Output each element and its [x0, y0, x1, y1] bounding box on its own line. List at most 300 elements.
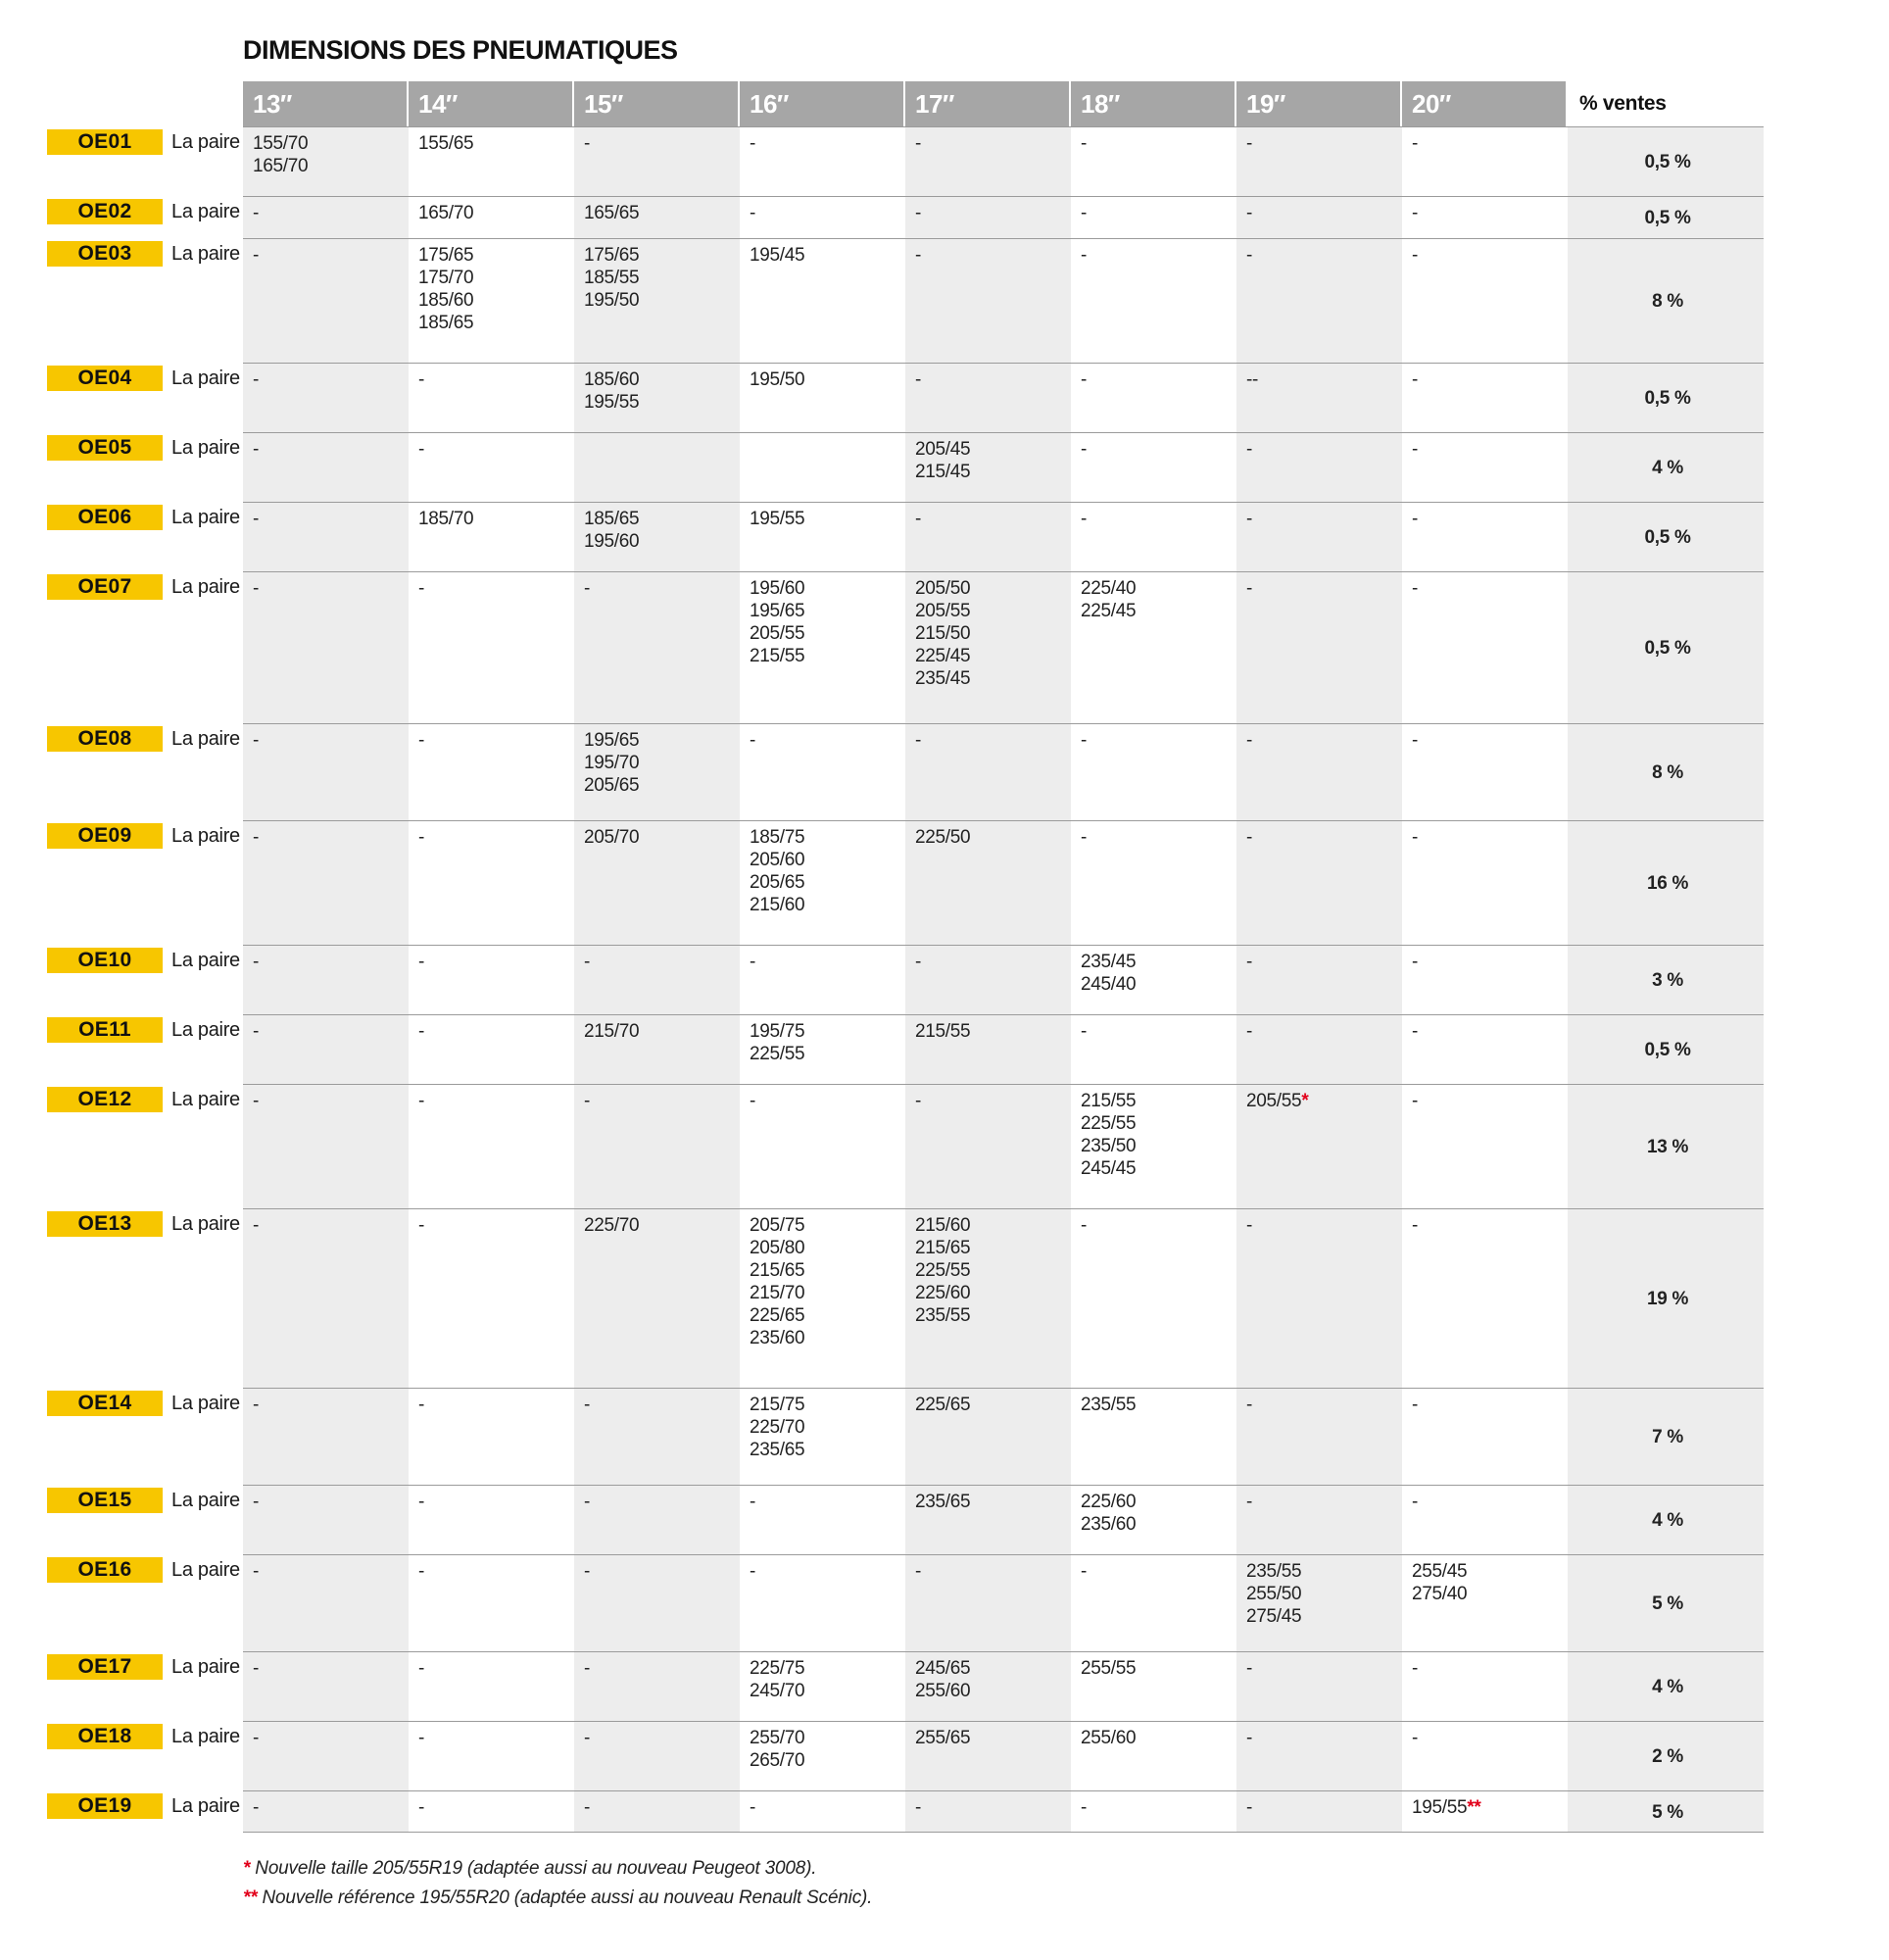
size-value: -	[1081, 827, 1088, 848]
size-value: 185/70	[418, 509, 474, 529]
table-row	[47, 945, 1842, 1014]
size-value: 265/70	[750, 1750, 805, 1771]
size-value: 235/60	[750, 1328, 805, 1348]
unit-label: La paire	[171, 728, 240, 750]
size-value: -	[418, 730, 425, 751]
percent-value: 0,5 %	[1568, 196, 1764, 238]
size-value: 205/45	[915, 439, 971, 460]
table-row	[47, 1721, 1842, 1790]
unit-label: La paire	[171, 131, 240, 153]
row-label-zone	[47, 502, 243, 571]
size-value: -	[1081, 245, 1088, 266]
size-cell	[1402, 1388, 1568, 1485]
size-cell	[243, 723, 409, 820]
col-header-14: 14″	[409, 81, 574, 126]
size-value: -	[1246, 1215, 1253, 1236]
table-row	[47, 723, 1842, 820]
size-value: -	[1246, 578, 1253, 599]
size-cell	[243, 945, 409, 1014]
size-value: 225/60	[915, 1283, 971, 1303]
size-cell	[740, 1651, 905, 1721]
size-cell	[1071, 1790, 1236, 1833]
size-cell	[905, 1014, 1071, 1084]
footnote	[243, 1854, 1842, 1884]
table-body	[47, 126, 1842, 1833]
size-value: 195/60	[750, 578, 805, 599]
size-value: 195/55	[750, 509, 805, 529]
size-cell	[1236, 820, 1402, 945]
size-cell	[1402, 571, 1568, 723]
col-header-16: 16″	[740, 81, 905, 126]
size-value: -	[915, 203, 922, 223]
size-value: -	[1081, 1797, 1088, 1818]
size-value: -	[915, 730, 922, 751]
unit-label: La paire	[171, 243, 240, 265]
row-badge: OE06	[47, 505, 163, 530]
size-cell	[1071, 363, 1236, 432]
size-value: -	[1081, 439, 1088, 460]
size-value: 255/65	[915, 1728, 971, 1748]
size-cell	[409, 1651, 574, 1721]
size-cell	[243, 1014, 409, 1084]
size-value: -	[418, 827, 425, 848]
footnote-marker: *	[1301, 1091, 1309, 1111]
size-value: 255/50	[1246, 1584, 1302, 1604]
size-value: 245/40	[1081, 974, 1137, 995]
size-cell	[1402, 1651, 1568, 1721]
size-cell	[905, 196, 1071, 238]
table-row	[47, 126, 1842, 196]
size-value: -	[418, 369, 425, 390]
size-value: 215/55	[1081, 1091, 1137, 1111]
row-badge: OE10	[47, 948, 163, 973]
size-cell	[1402, 196, 1568, 238]
row-label-zone	[47, 820, 243, 945]
size-cell	[1071, 1208, 1236, 1388]
size-value: -	[253, 1797, 260, 1818]
size-cell	[243, 1790, 409, 1833]
size-cell	[740, 1014, 905, 1084]
unit-label: La paire	[171, 1795, 240, 1817]
size-cell	[1236, 1721, 1402, 1790]
size-value: -	[1246, 1728, 1253, 1748]
size-value: -	[253, 952, 260, 972]
size-cell	[1071, 1651, 1236, 1721]
size-cell	[905, 1721, 1071, 1790]
size-value: 235/45	[1081, 952, 1137, 972]
size-cell	[243, 1485, 409, 1554]
size-cell	[740, 571, 905, 723]
size-value: -	[1081, 1561, 1088, 1582]
size-cell	[1236, 1485, 1402, 1554]
size-cell	[1402, 1721, 1568, 1790]
footnote-marker: **	[243, 1887, 258, 1908]
size-value: -	[418, 1395, 425, 1415]
size-value: 215/70	[750, 1283, 805, 1303]
size-cell	[905, 1651, 1071, 1721]
percent-value: 0,5 %	[1568, 363, 1764, 432]
size-value: 215/65	[915, 1238, 971, 1258]
percent-value: 4 %	[1568, 1651, 1764, 1721]
size-value: -	[1081, 1215, 1088, 1236]
size-cell	[409, 945, 574, 1014]
size-cell	[243, 820, 409, 945]
size-cell	[574, 238, 740, 363]
percent-value: 8 %	[1568, 238, 1764, 363]
size-value: -	[253, 1215, 260, 1236]
size-value: -	[750, 203, 756, 223]
size-value: 225/55	[915, 1260, 971, 1281]
size-value: -	[418, 1492, 425, 1512]
size-cell	[1071, 820, 1236, 945]
size-value: -	[750, 1492, 756, 1512]
size-cell	[1402, 1084, 1568, 1208]
size-value: -	[1081, 133, 1088, 154]
size-value: 195/50	[584, 290, 640, 311]
size-value: -	[1412, 509, 1419, 529]
size-value: -	[915, 509, 922, 529]
size-value: -	[1246, 133, 1253, 154]
size-value: -	[584, 1728, 591, 1748]
size-value: -	[1081, 509, 1088, 529]
unit-label: La paire	[171, 1393, 240, 1414]
size-cell	[243, 1208, 409, 1388]
size-value: -	[584, 1797, 591, 1818]
size-cell	[905, 1485, 1071, 1554]
size-value: -	[1412, 952, 1419, 972]
size-value: -	[584, 1395, 591, 1415]
col-header-20: 20″	[1402, 81, 1568, 126]
size-cell	[574, 1651, 740, 1721]
size-value: -	[1246, 1021, 1253, 1042]
size-cell	[574, 820, 740, 945]
size-cell	[574, 723, 740, 820]
size-cell	[1071, 945, 1236, 1014]
size-cell	[1071, 196, 1236, 238]
size-value: -	[1081, 203, 1088, 223]
size-value: -	[418, 578, 425, 599]
row-label-zone	[47, 196, 243, 238]
size-cell	[409, 723, 574, 820]
size-value: 235/45	[915, 668, 971, 689]
size-value: 225/60	[1081, 1492, 1137, 1512]
size-cell	[740, 196, 905, 238]
size-value: -	[584, 1091, 591, 1111]
size-cell	[1071, 571, 1236, 723]
unit-label: La paire	[171, 825, 240, 847]
size-cell	[905, 820, 1071, 945]
row-label-zone	[47, 1208, 243, 1388]
size-value: -	[418, 1021, 425, 1042]
size-value: -	[418, 439, 425, 460]
table-row	[47, 363, 1842, 432]
size-value: 225/65	[915, 1395, 971, 1415]
size-value: -	[1412, 1021, 1419, 1042]
row-badge: OE01	[47, 129, 163, 155]
size-cell	[1236, 432, 1402, 502]
size-cell	[409, 502, 574, 571]
tyre-dimensions-table	[47, 81, 1842, 1833]
size-cell	[905, 502, 1071, 571]
size-value: 195/65	[750, 601, 805, 621]
page-title: DIMENSIONS DES PNEUMATIQUES	[243, 35, 678, 65]
size-value: -	[1246, 952, 1253, 972]
size-value: -	[1412, 439, 1419, 460]
row-badge: OE02	[47, 199, 163, 224]
table-row	[47, 1084, 1842, 1208]
size-value: -	[418, 1658, 425, 1679]
size-cell	[905, 126, 1071, 196]
size-cell	[1071, 126, 1236, 196]
table-row	[47, 1790, 1842, 1833]
row-badge: OE11	[47, 1017, 163, 1043]
row-badge: OE15	[47, 1488, 163, 1513]
unit-label: La paire	[171, 950, 240, 971]
size-value: -	[1412, 730, 1419, 751]
row-badge: OE19	[47, 1793, 163, 1819]
size-cell	[740, 1554, 905, 1651]
size-value: -	[253, 1091, 260, 1111]
size-value: 225/70	[584, 1215, 640, 1236]
percent-value: 19 %	[1568, 1208, 1764, 1388]
size-value: -	[1412, 245, 1419, 266]
size-cell	[574, 945, 740, 1014]
size-value: -	[1412, 1091, 1419, 1111]
size-cell	[574, 1208, 740, 1388]
unit-label: La paire	[171, 1559, 240, 1581]
size-value: 255/45	[1412, 1561, 1468, 1582]
size-cell	[409, 1208, 574, 1388]
size-value: 175/65	[584, 245, 640, 266]
table-row	[47, 1651, 1842, 1721]
row-badge: OE04	[47, 366, 163, 391]
size-cell	[1236, 196, 1402, 238]
size-value: -	[1412, 1728, 1419, 1748]
size-value: 205/80	[750, 1238, 805, 1258]
size-value: -	[915, 245, 922, 266]
table-row	[47, 1554, 1842, 1651]
size-cell	[409, 1790, 574, 1833]
unit-label: La paire	[171, 507, 240, 528]
size-value: 255/60	[915, 1681, 971, 1701]
size-value: -	[1412, 203, 1419, 223]
percent-value: 3 %	[1568, 945, 1764, 1014]
size-value: -	[1246, 245, 1253, 266]
size-value: -	[750, 1091, 756, 1111]
size-value: 205/55	[750, 623, 805, 644]
size-cell	[409, 1554, 574, 1651]
size-value: 225/45	[915, 646, 971, 666]
size-cell	[409, 238, 574, 363]
size-value: -	[418, 1561, 425, 1582]
size-value: -	[253, 1395, 260, 1415]
size-value: -	[253, 1021, 260, 1042]
size-value: -	[584, 1658, 591, 1679]
size-value: 185/55	[584, 268, 640, 288]
size-cell	[1402, 1014, 1568, 1084]
row-badge: OE14	[47, 1391, 163, 1416]
size-cell	[740, 1485, 905, 1554]
size-cell	[740, 126, 905, 196]
size-cell	[409, 196, 574, 238]
percent-header: % ventes	[1568, 81, 1764, 126]
unit-label: La paire	[171, 576, 240, 598]
percent-value: 13 %	[1568, 1084, 1764, 1208]
size-cell	[740, 1790, 905, 1833]
size-value: 255/55	[1081, 1658, 1137, 1679]
size-value: -	[1412, 1658, 1419, 1679]
table-row	[47, 502, 1842, 571]
size-value: -	[1081, 1021, 1088, 1042]
size-value: 235/60	[1081, 1514, 1137, 1535]
size-value: -	[1412, 1395, 1419, 1415]
row-badge: OE18	[47, 1724, 163, 1749]
size-cell	[905, 1554, 1071, 1651]
size-value: -	[584, 952, 591, 972]
size-value: -	[253, 578, 260, 599]
row-badge: OE17	[47, 1654, 163, 1680]
size-cell	[574, 1485, 740, 1554]
size-cell	[409, 1721, 574, 1790]
size-cell	[1071, 502, 1236, 571]
size-value: 225/50	[915, 827, 971, 848]
size-cell	[740, 502, 905, 571]
size-cell	[1071, 723, 1236, 820]
size-cell	[409, 1388, 574, 1485]
size-cell	[1071, 1388, 1236, 1485]
size-cell	[1236, 1208, 1402, 1388]
size-value: --	[1246, 369, 1259, 390]
size-cell	[1402, 1485, 1568, 1554]
size-value: 175/65	[418, 245, 474, 266]
size-value: -	[253, 730, 260, 751]
size-value: -	[253, 203, 260, 223]
size-value: -	[1246, 827, 1253, 848]
size-cell	[1402, 1208, 1568, 1388]
size-value: 215/75	[750, 1395, 805, 1415]
size-value: 255/70	[750, 1728, 805, 1748]
size-value: 185/75	[750, 827, 805, 848]
percent-value: 7 %	[1568, 1388, 1764, 1485]
table-row	[47, 238, 1842, 363]
size-value: 215/55	[915, 1021, 971, 1042]
unit-label: La paire	[171, 1213, 240, 1235]
col-header-15: 15″	[574, 81, 740, 126]
percent-value: 5 %	[1568, 1554, 1764, 1651]
size-value: 215/45	[915, 462, 971, 482]
size-cell	[740, 820, 905, 945]
size-cell	[574, 363, 740, 432]
size-value: 245/65	[915, 1658, 971, 1679]
percent-value: 8 %	[1568, 723, 1764, 820]
row-badge: OE05	[47, 435, 163, 461]
table-row	[47, 1388, 1842, 1485]
size-cell	[740, 723, 905, 820]
percent-value: 0,5 %	[1568, 502, 1764, 571]
size-cell	[905, 571, 1071, 723]
size-value: -	[584, 1492, 591, 1512]
size-value: 215/55	[750, 646, 805, 666]
size-cell	[1236, 363, 1402, 432]
size-cell	[243, 571, 409, 723]
size-value: -	[1246, 509, 1253, 529]
size-value: -	[584, 578, 591, 599]
table-row	[47, 820, 1842, 945]
size-value: 195/45	[750, 245, 805, 266]
footnotes	[243, 1854, 1842, 1913]
size-cell	[574, 571, 740, 723]
size-value: -	[750, 133, 756, 154]
size-cell	[243, 238, 409, 363]
footnote-marker: **	[1467, 1797, 1481, 1818]
size-value: -	[750, 1797, 756, 1818]
percent-value: 0,5 %	[1568, 1014, 1764, 1084]
header-spacer	[47, 81, 243, 126]
size-value: -	[915, 1091, 922, 1111]
size-value: 235/65	[750, 1440, 805, 1460]
size-cell	[574, 196, 740, 238]
size-value: -	[418, 1215, 425, 1236]
size-value: -	[418, 1091, 425, 1111]
size-cell	[574, 1721, 740, 1790]
size-value: 225/45	[1081, 601, 1137, 621]
table-row	[47, 432, 1842, 502]
row-label-zone	[47, 1014, 243, 1084]
row-badge: OE03	[47, 241, 163, 267]
row-label-zone	[47, 1554, 243, 1651]
size-cell	[1236, 1651, 1402, 1721]
col-header-17: 17″	[905, 81, 1071, 126]
size-value: 205/70	[584, 827, 640, 848]
row-label-zone	[47, 1084, 243, 1208]
size-value: -	[253, 509, 260, 529]
size-cell	[905, 363, 1071, 432]
col-header-18: 18″	[1071, 81, 1236, 126]
size-value: -	[418, 1797, 425, 1818]
size-value: 205/55	[915, 601, 971, 621]
size-value: 235/55	[1246, 1561, 1302, 1582]
size-value: 225/70	[750, 1417, 805, 1438]
size-value: 245/45	[1081, 1158, 1137, 1179]
size-cell	[1402, 502, 1568, 571]
percent-value: 4 %	[1568, 432, 1764, 502]
size-value: -	[1081, 730, 1088, 751]
size-value: -	[915, 1561, 922, 1582]
percent-value: 0,5 %	[1568, 126, 1764, 196]
size-value: 165/70	[418, 203, 474, 223]
size-cell	[905, 723, 1071, 820]
size-cell	[1071, 1485, 1236, 1554]
size-cell	[409, 571, 574, 723]
size-cell	[409, 126, 574, 196]
size-value: -	[915, 1797, 922, 1818]
size-value: 185/65	[584, 509, 640, 529]
size-value: -	[253, 1728, 260, 1748]
size-value: 195/50	[750, 369, 805, 390]
size-value: 215/60	[750, 895, 805, 915]
size-cell	[905, 1388, 1071, 1485]
size-cell	[574, 1388, 740, 1485]
size-cell	[243, 502, 409, 571]
size-value: -	[1246, 439, 1253, 460]
size-cell	[1402, 1790, 1568, 1833]
size-cell	[1402, 723, 1568, 820]
table-row	[47, 1208, 1842, 1388]
size-cell	[409, 432, 574, 502]
size-cell	[740, 945, 905, 1014]
size-cell	[574, 126, 740, 196]
size-value: -	[1412, 827, 1419, 848]
